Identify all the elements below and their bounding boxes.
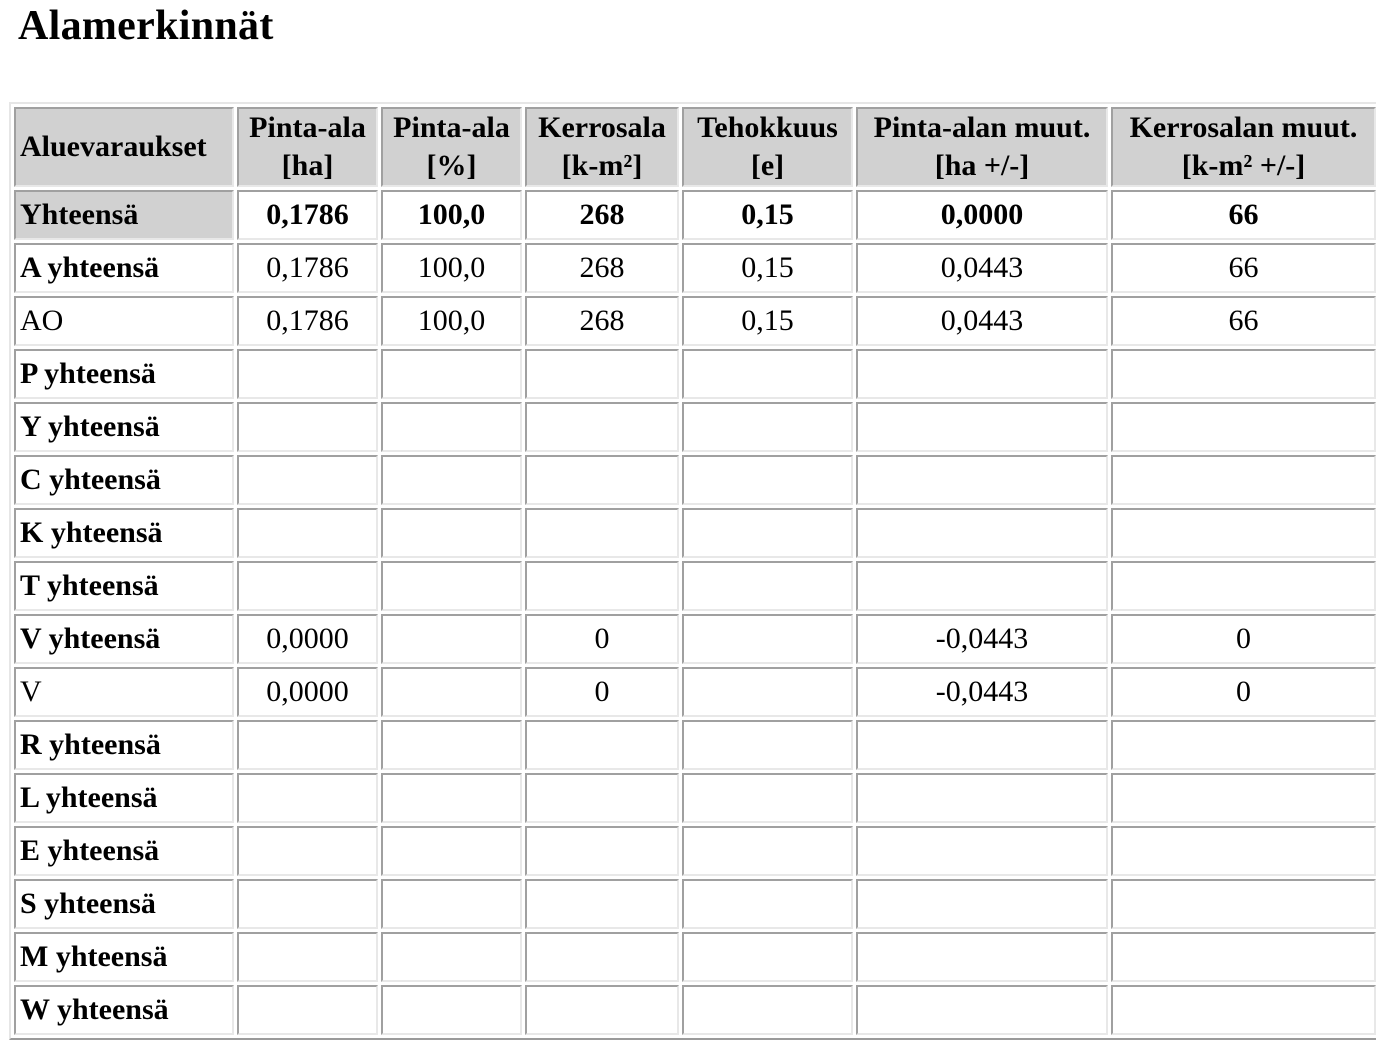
row-label: L yhteensä — [14, 773, 234, 823]
cell-pinta-alan-muutos — [856, 879, 1108, 929]
land-use-summary-table — [9, 102, 1376, 1040]
cell-kerrosala — [525, 720, 679, 770]
cell-tehokkuus — [682, 402, 853, 452]
row-label: S yhteensä — [14, 879, 234, 929]
table-row — [14, 243, 1376, 293]
cell-pinta-alan-muutos — [856, 402, 1108, 452]
row-label: A yhteensä — [14, 243, 234, 293]
table-row — [14, 773, 1376, 823]
row-label: Yhteensä — [14, 190, 234, 240]
cell-tehokkuus — [682, 455, 853, 505]
cell-pinta-ala-percent: 100,0 — [381, 296, 522, 346]
cell-pinta-ala-ha — [237, 879, 378, 929]
cell-pinta-ala-ha — [237, 773, 378, 823]
cell-pinta-ala-ha — [237, 720, 378, 770]
cell-kerrosalan-muutos — [1111, 826, 1376, 876]
table-row — [14, 561, 1376, 611]
cell-kerrosala — [525, 826, 679, 876]
row-label: W yhteensä — [14, 985, 234, 1035]
cell-pinta-alan-muutos: 0,0000 — [856, 190, 1108, 240]
table-row — [14, 508, 1376, 558]
cell-pinta-ala-ha — [237, 932, 378, 982]
row-label: M yhteensä — [14, 932, 234, 982]
cell-pinta-ala-percent: 100,0 — [381, 243, 522, 293]
table-row — [14, 296, 1376, 346]
cell-pinta-ala-percent — [381, 667, 522, 717]
cell-pinta-ala-ha: 0,1786 — [237, 190, 378, 240]
table-row-total — [14, 190, 1376, 240]
cell-kerrosala — [525, 932, 679, 982]
cell-pinta-ala-percent — [381, 773, 522, 823]
column-header-tehokkuus: Tehokkuus [e] — [682, 107, 853, 187]
cell-kerrosalan-muutos — [1111, 508, 1376, 558]
cell-kerrosalan-muutos — [1111, 985, 1376, 1035]
cell-kerrosala — [525, 773, 679, 823]
cell-pinta-alan-muutos: 0,0443 — [856, 243, 1108, 293]
table-row — [14, 720, 1376, 770]
cell-kerrosalan-muutos: 0 — [1111, 667, 1376, 717]
column-header-kerrosala: Kerrosala [k-m²] — [525, 107, 679, 187]
row-label: K yhteensä — [14, 508, 234, 558]
cell-tehokkuus — [682, 667, 853, 717]
cell-pinta-ala-ha — [237, 402, 378, 452]
row-label: C yhteensä — [14, 455, 234, 505]
cell-tehokkuus: 0,15 — [682, 243, 853, 293]
table-row — [14, 826, 1376, 876]
cell-kerrosalan-muutos — [1111, 402, 1376, 452]
column-header-pinta-alan-muutos: Pinta-alan muut. [ha +/-] — [856, 107, 1108, 187]
row-label: Y yhteensä — [14, 402, 234, 452]
cell-pinta-ala-percent — [381, 720, 522, 770]
cell-tehokkuus — [682, 773, 853, 823]
cell-kerrosala: 268 — [525, 296, 679, 346]
cell-tehokkuus — [682, 349, 853, 399]
table-row — [14, 985, 1376, 1035]
cell-kerrosala: 0 — [525, 667, 679, 717]
table-row — [14, 349, 1376, 399]
cell-kerrosala: 0 — [525, 614, 679, 664]
cell-pinta-ala-ha: 0,0000 — [237, 667, 378, 717]
cell-pinta-alan-muutos — [856, 720, 1108, 770]
cell-pinta-ala-percent — [381, 349, 522, 399]
column-header-pinta-ala-percent: Pinta-ala [%] — [381, 107, 522, 187]
cell-pinta-alan-muutos — [856, 349, 1108, 399]
table-header-row — [14, 107, 1376, 187]
page-title: Alamerkinnät — [18, 3, 274, 49]
cell-tehokkuus — [682, 826, 853, 876]
cell-kerrosalan-muutos — [1111, 932, 1376, 982]
cell-pinta-alan-muutos — [856, 985, 1108, 1035]
cell-tehokkuus — [682, 508, 853, 558]
cell-pinta-ala-percent — [381, 455, 522, 505]
cell-pinta-ala-ha: 0,0000 — [237, 614, 378, 664]
cell-kerrosalan-muutos — [1111, 773, 1376, 823]
column-header-aluevaraukset: Aluevaraukset — [14, 107, 234, 187]
cell-pinta-alan-muutos — [856, 932, 1108, 982]
cell-tehokkuus — [682, 985, 853, 1035]
cell-kerrosalan-muutos: 66 — [1111, 243, 1376, 293]
row-label: AO — [14, 296, 234, 346]
cell-kerrosalan-muutos: 66 — [1111, 190, 1376, 240]
cell-pinta-ala-ha — [237, 826, 378, 876]
cell-kerrosala — [525, 349, 679, 399]
cell-kerrosala — [525, 508, 679, 558]
cell-pinta-alan-muutos: 0,0443 — [856, 296, 1108, 346]
row-label: R yhteensä — [14, 720, 234, 770]
cell-pinta-ala-percent — [381, 932, 522, 982]
cell-kerrosala: 268 — [525, 243, 679, 293]
cell-kerrosalan-muutos — [1111, 561, 1376, 611]
cell-pinta-ala-ha — [237, 508, 378, 558]
cell-tehokkuus: 0,15 — [682, 296, 853, 346]
cell-pinta-alan-muutos — [856, 455, 1108, 505]
cell-tehokkuus — [682, 932, 853, 982]
cell-kerrosala — [525, 402, 679, 452]
cell-kerrosalan-muutos: 66 — [1111, 296, 1376, 346]
cell-pinta-ala-percent — [381, 561, 522, 611]
cell-pinta-alan-muutos — [856, 826, 1108, 876]
cell-pinta-alan-muutos — [856, 773, 1108, 823]
cell-pinta-ala-percent — [381, 826, 522, 876]
cell-kerrosala: 268 — [525, 190, 679, 240]
row-label: V — [14, 667, 234, 717]
column-header-kerrosalan-muutos: Kerrosalan muut. [k-m² +/-] — [1111, 107, 1376, 187]
cell-pinta-alan-muutos — [856, 561, 1108, 611]
cell-pinta-ala-ha: 0,1786 — [237, 243, 378, 293]
table-row — [14, 455, 1376, 505]
table-row — [14, 932, 1376, 982]
cell-pinta-alan-muutos: -0,0443 — [856, 667, 1108, 717]
cell-kerrosala — [525, 561, 679, 611]
cell-kerrosalan-muutos — [1111, 879, 1376, 929]
cell-tehokkuus — [682, 720, 853, 770]
cell-pinta-ala-percent — [381, 508, 522, 558]
cell-pinta-ala-percent — [381, 985, 522, 1035]
cell-pinta-ala-ha — [237, 561, 378, 611]
row-label: T yhteensä — [14, 561, 234, 611]
row-label: V yhteensä — [14, 614, 234, 664]
cell-pinta-ala-percent — [381, 879, 522, 929]
table-row — [14, 614, 1376, 664]
cell-pinta-ala-percent: 100,0 — [381, 190, 522, 240]
cell-tehokkuus — [682, 561, 853, 611]
cell-tehokkuus — [682, 879, 853, 929]
column-header-pinta-ala-ha: Pinta-ala [ha] — [237, 107, 378, 187]
cell-tehokkuus: 0,15 — [682, 190, 853, 240]
cell-kerrosala — [525, 879, 679, 929]
cell-kerrosalan-muutos — [1111, 349, 1376, 399]
cell-pinta-ala-percent — [381, 402, 522, 452]
cell-kerrosala — [525, 455, 679, 505]
cell-pinta-ala-ha — [237, 455, 378, 505]
cell-pinta-ala-ha — [237, 985, 378, 1035]
cell-pinta-alan-muutos: -0,0443 — [856, 614, 1108, 664]
cell-pinta-alan-muutos — [856, 508, 1108, 558]
table-row — [14, 667, 1376, 717]
cell-pinta-ala-ha — [237, 349, 378, 399]
cell-kerrosalan-muutos: 0 — [1111, 614, 1376, 664]
cell-kerrosalan-muutos — [1111, 455, 1376, 505]
cell-pinta-ala-percent — [381, 614, 522, 664]
cell-tehokkuus — [682, 614, 853, 664]
cell-kerrosalan-muutos — [1111, 720, 1376, 770]
cell-pinta-ala-ha: 0,1786 — [237, 296, 378, 346]
cell-kerrosala — [525, 985, 679, 1035]
table-row — [14, 879, 1376, 929]
table-row — [14, 402, 1376, 452]
row-label: E yhteensä — [14, 826, 234, 876]
row-label: P yhteensä — [14, 349, 234, 399]
